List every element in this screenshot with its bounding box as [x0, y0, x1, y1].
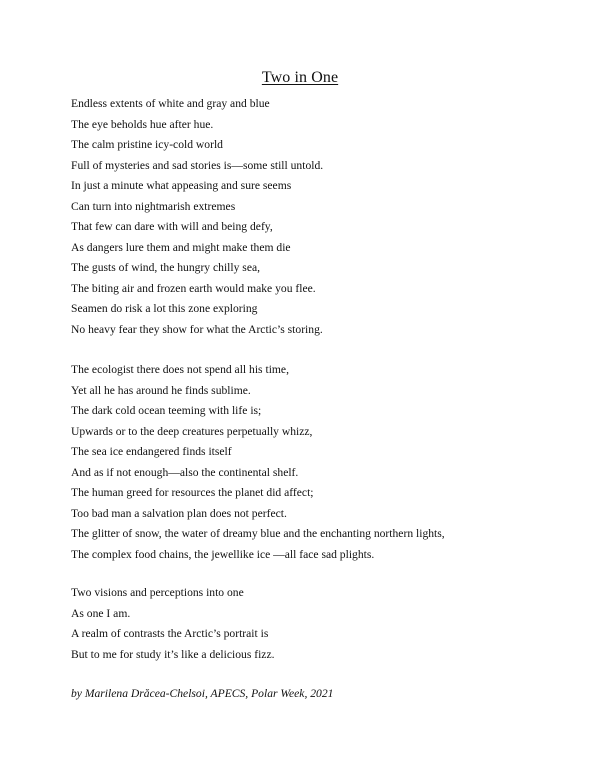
poem-line: The calm pristine icy-cold world: [71, 138, 223, 151]
poem-line: And as if not enough—also the continental shelf.: [71, 465, 299, 479]
poem-line: The glitter of snow, the water of dreamy blue and the enchanting northern lights,: [71, 527, 445, 540]
poem-line: As one I am.: [71, 606, 131, 620]
poem-line: As dangers lure them and might make them die: [71, 240, 291, 254]
poem-line: Yet all he has around he finds sublime.: [71, 383, 251, 397]
stanza-1: [71, 94, 571, 340]
poem-line: The eye beholds hue after hue.: [71, 117, 214, 131]
poem-line: In just a minute what appeasing and sure seems: [71, 179, 292, 192]
poem-line: The sea ice endangered finds itself: [71, 445, 232, 458]
author-byline: by Marilena Drăcea-Chelsoi, APECS, Polar Week, 2021: [71, 687, 334, 700]
stanza-2: [71, 360, 571, 565]
poem-line: A realm of contrasts the Arctic’s portrait is: [71, 627, 269, 640]
poem-line: The gusts of wind, the hungry chilly sea,: [71, 261, 261, 274]
poem-line: Upwards or to the deep creatures perpetually whizz,: [71, 424, 313, 438]
poem-line: The complex food chains, the jewellike ice —all face sad plights.: [71, 547, 375, 561]
poem-line: Endless extents of white and gray and blue: [71, 97, 270, 110]
poem-line: Seamen do risk a lot this zone exploring: [71, 302, 258, 315]
poem-title: Two in One: [261, 69, 339, 86]
poem-line: The dark cold ocean teeming with life is;: [71, 404, 262, 417]
poem-line: Full of mysteries and sad stories is—some still untold.: [71, 158, 324, 172]
poem-line: Two visions and perceptions into one: [71, 586, 244, 599]
poem-line: Can turn into nightmarish extremes: [71, 199, 236, 213]
poem-line: No heavy fear they show for what the Arctic’s storing.: [71, 322, 323, 336]
poem-line: That few can dare with will and being defy,: [71, 220, 273, 233]
poem-line: Too bad man a salvation plan does not perfect.: [71, 506, 287, 520]
stanza-3: [71, 583, 571, 665]
poem-line: The ecologist there does not spend all his time,: [71, 363, 289, 376]
poem-line: The human greed for resources the planet did affect;: [71, 486, 314, 499]
poem-line: But to me for study it’s like a delicious fizz.: [71, 647, 275, 661]
poem-line: The biting air and frozen earth would make you flee.: [71, 281, 316, 295]
